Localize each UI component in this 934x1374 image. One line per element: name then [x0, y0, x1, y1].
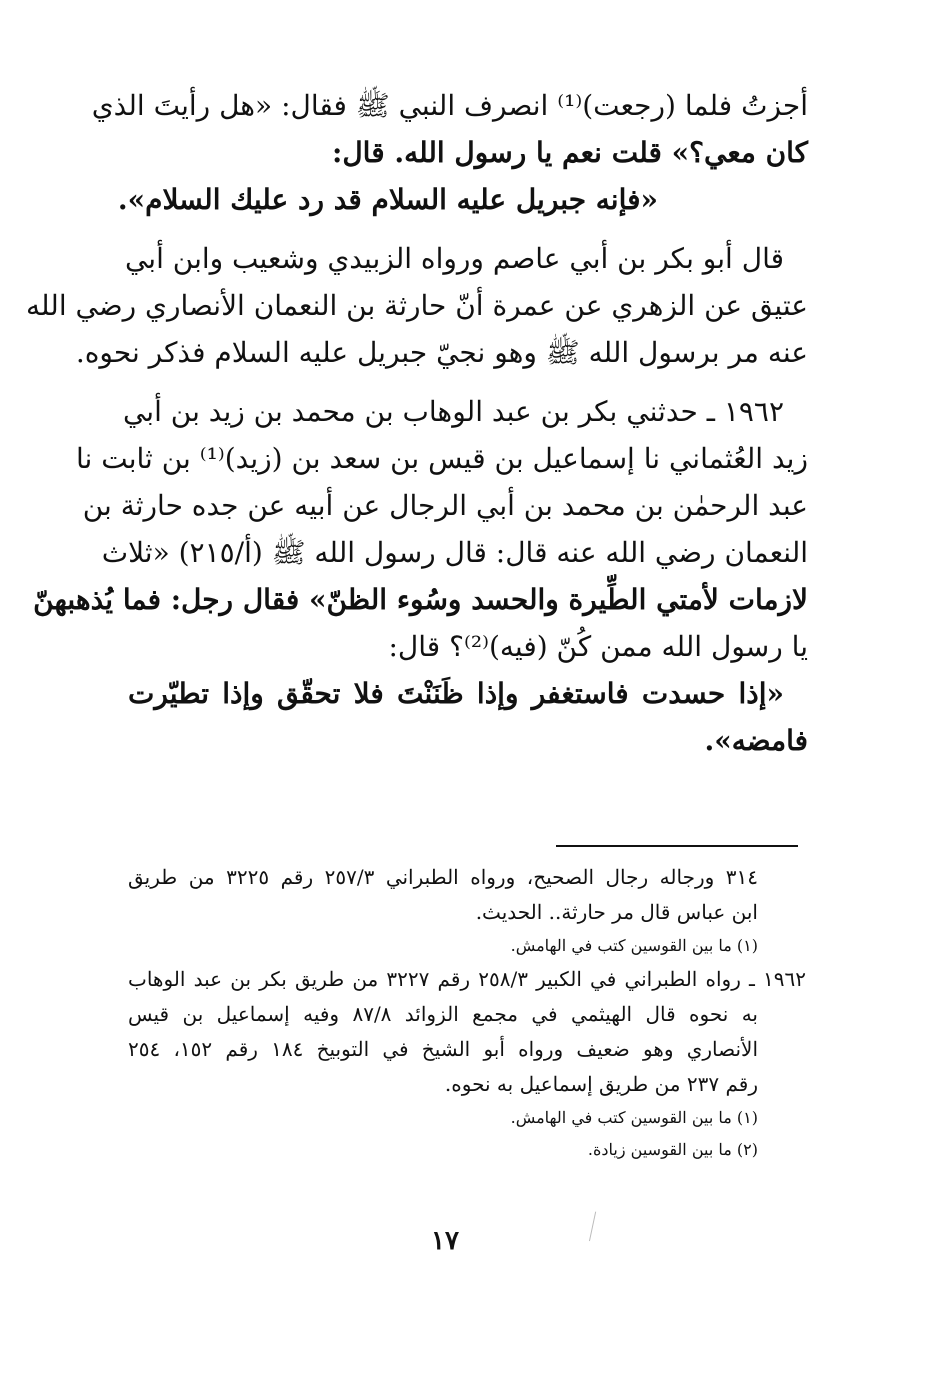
page-number: ١٧	[431, 1226, 459, 1256]
footnote-line: ابن عباس قال مر حارثة.. الحديث.	[475, 900, 758, 924]
footnote-line: (١) ما بين القوسين كتب في الهامش.	[510, 1108, 758, 1127]
text-line: عنه مر برسول الله ﷺ وهو نجيّ جبريل عليه السلام فذكر نحوه.	[75, 336, 808, 369]
text-line: زيد العُثماني نا إسماعيل بن قيس بن سعد بن (زيد)⁽¹⁾ بن ثابت نا	[76, 442, 808, 475]
footnote-line: رقم ٢٣٧ من طريق إسماعيل به نحوه.	[444, 1072, 758, 1096]
text-line: كان معي؟» قلت نعم يا رسول الله. قال:	[332, 136, 808, 169]
main-text	[26, 82, 808, 764]
text-line: قال أبو بكر بن أبي عاصم ورواه الزبيدي وشعيب وابن أبي	[124, 242, 784, 275]
hadith-number-line: ١٩٦٢ ـ حدثني بكر بن عبد الوهاب بن محمد بن زيد بن أبي	[122, 395, 784, 428]
footnote-line: ٣١٤ ورجاله رجال الصحيح، ورواه الطبراني ٢٥٧/٣ رقم ٣٢٢٥ من طريق	[128, 865, 758, 889]
text-line: أجزتُ فلما (رجعت)⁽¹⁾ انصرف النبي ﷺ فقال: «هل رأيتَ الذي	[91, 89, 808, 122]
footnote-line: (١) ما بين القوسين كتب في الهامش.	[510, 936, 758, 955]
footnote-separator	[556, 845, 798, 847]
footnote-line: به نحوه قال الهيثمي في مجمع الزوائد ٨٧/٨ وفيه إسماعيل بن قيس	[128, 1002, 758, 1026]
footnote-line: ١٩٦٢ ـ رواه الطبراني في الكبير ٢٥٨/٣ رقم ٣٢٢٧ من طريق بكر بن عبد الوهاب	[128, 967, 807, 991]
text-line: لازمات لأمتي الطِّيرة والحسد وسُوء الظنّ» فقال رجل: فما يُذهبهنّ	[33, 583, 808, 616]
quote-line: «فإنه جبريل عليه السلام قد رد عليك السلام».	[117, 183, 658, 216]
footnote-line: الأنصاري وهو ضعيف ورواه أبو الشيخ في التوبيخ ١٨٤ رقم ١٥٢، ٢٥٤	[128, 1037, 759, 1061]
quote-line: «إذا حسدت فاستغفر وإذا ظَنَنْتَ فلا تحقّق وإذا تطيّرت	[128, 677, 784, 710]
footnotes	[128, 860, 806, 1166]
text-line: عبد الرحمٰن بن محمد بن أبي الرجال عن أبيه عن جده حارثة بن	[82, 489, 808, 522]
text-line: يا رسول الله ممن كُنّ (فيه)⁽²⁾؟ قال:	[388, 630, 808, 663]
text-line: عتيق عن الزهري عن عمرة أنّ حارثة بن النعمان الأنصاري رضي الله	[26, 289, 808, 322]
scan-mark	[589, 1212, 602, 1243]
footnote-line: (٢) ما بين القوسين زيادة.	[587, 1140, 758, 1159]
quote-line: فامضه».	[704, 724, 808, 757]
text-line: النعمان رضي الله عنه قال: قال رسول الله ﷺ (أ/٢١٥) «ثلاث	[101, 536, 808, 569]
